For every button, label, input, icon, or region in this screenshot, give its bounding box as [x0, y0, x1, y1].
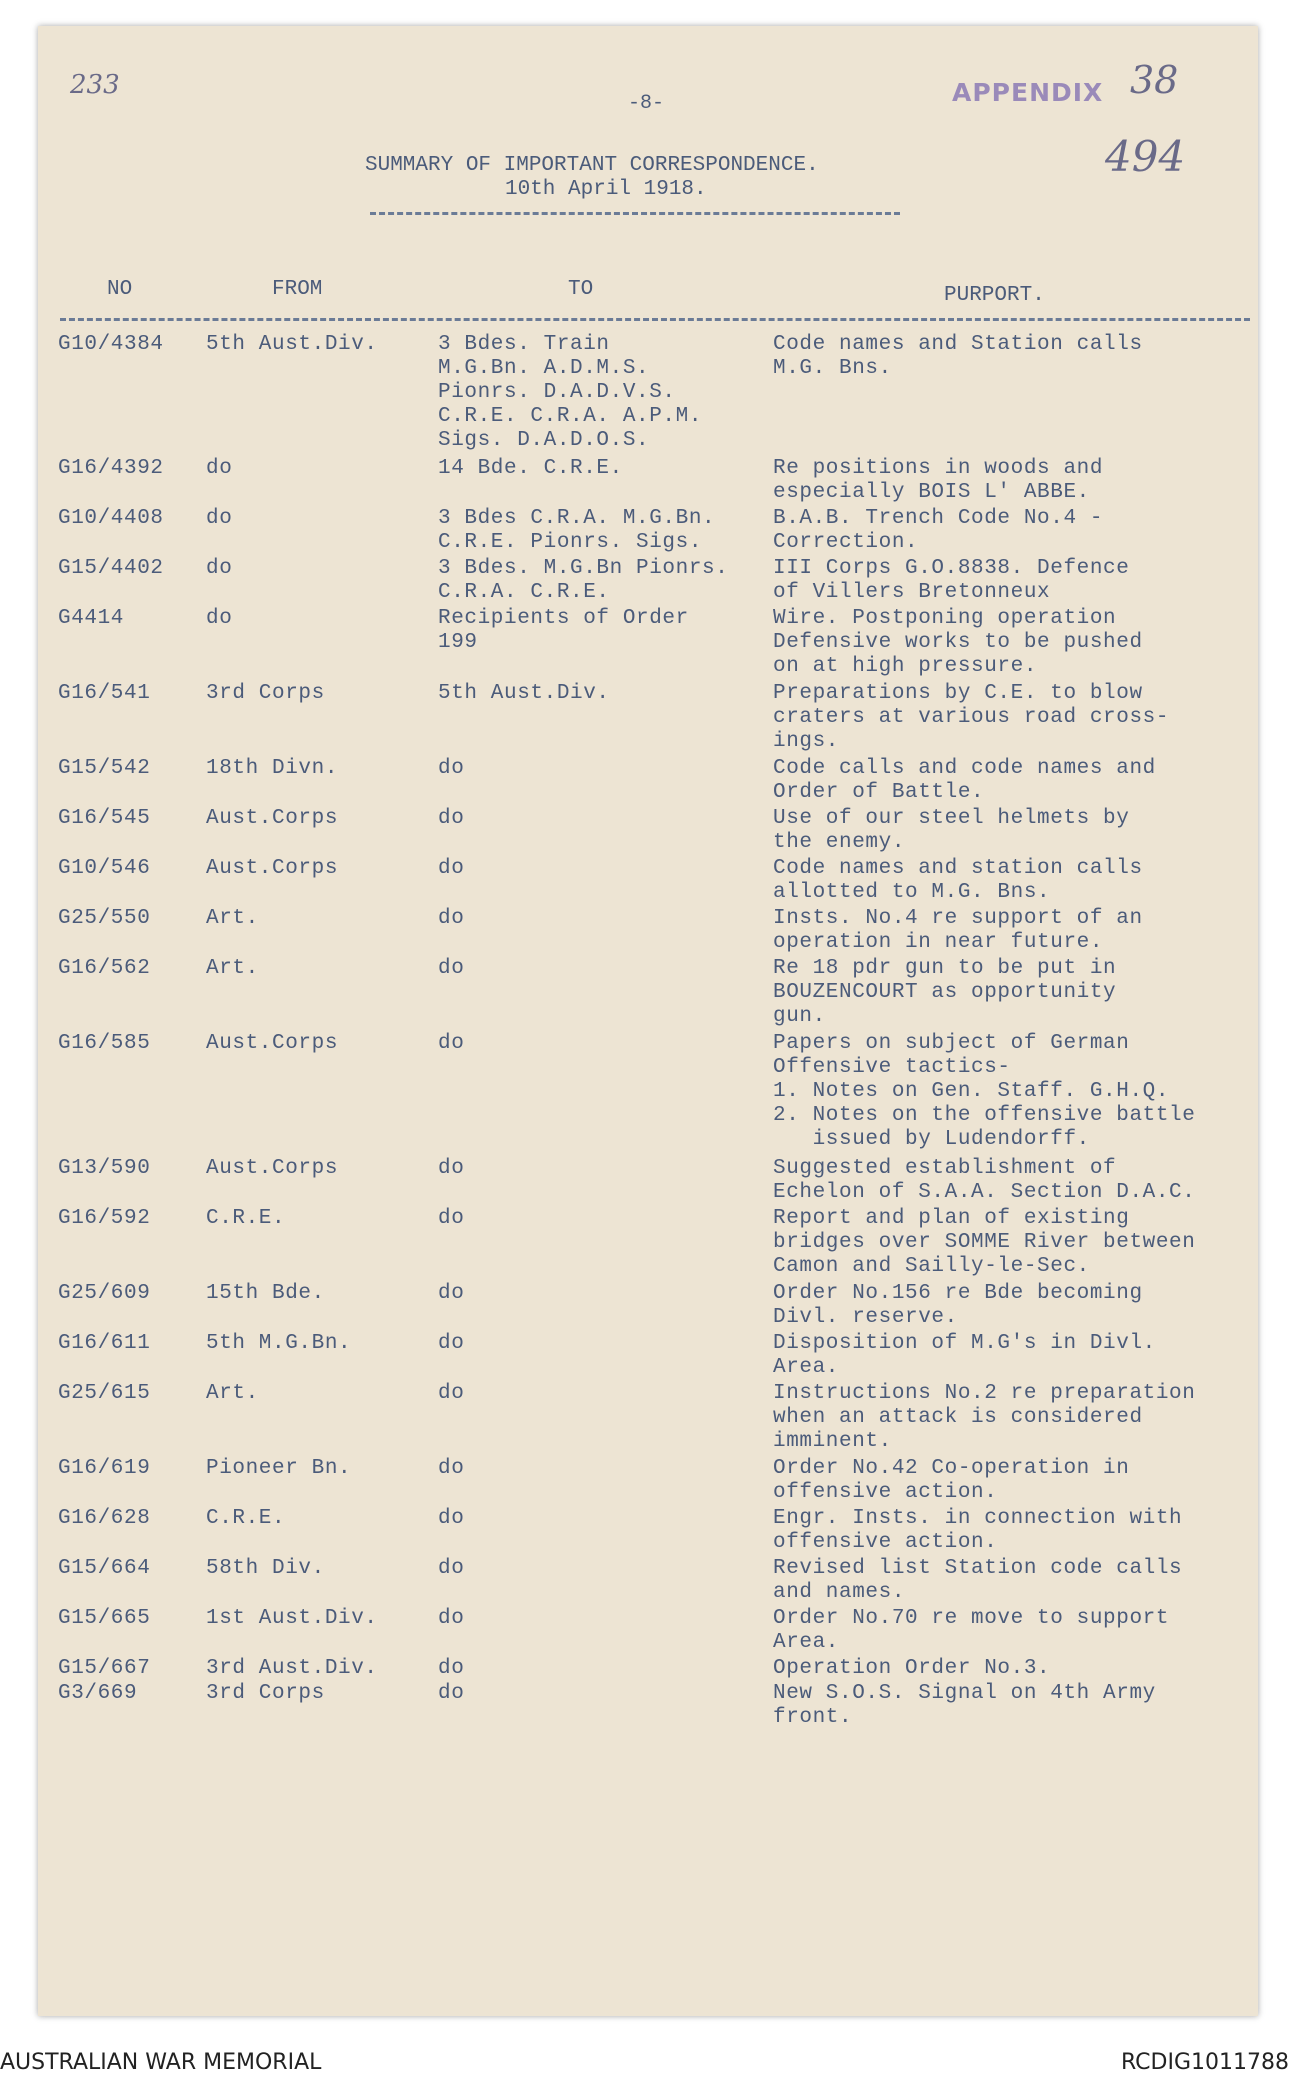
row-purport-line: Order No.70 re move to support — [773, 1607, 1170, 1630]
row-number: G16/545 — [58, 807, 151, 830]
row-purport-line: Wire. Postponing operation — [773, 607, 1117, 630]
row-to-line: 3 Bdes. Train — [438, 333, 610, 356]
row-to-line: do — [438, 1607, 465, 1630]
row-purport-line: Camon and Sailly-le-Sec. — [773, 1255, 1090, 1278]
row-from: 15th Bde. — [206, 1282, 325, 1305]
row-purport — [773, 682, 1169, 754]
row-purport — [773, 1557, 1182, 1605]
row-purport-line: issued by Ludendorff. — [773, 1128, 1090, 1151]
row-from: 18th Divn. — [206, 757, 339, 780]
row-to-line: do — [438, 1382, 465, 1405]
row-purport-line: craters at various road cross- — [773, 706, 1170, 729]
row-to-line: do — [438, 1032, 465, 1055]
row-to-line: 199 — [438, 631, 478, 654]
row-to — [438, 557, 728, 605]
row-purport-line: Correction. — [773, 531, 919, 554]
row-to-line: do — [438, 1507, 465, 1530]
row-to-line: do — [438, 1157, 465, 1180]
row-from: Pioneer Bn. — [206, 1457, 352, 1480]
row-number: G15/664 — [58, 1557, 151, 1580]
row-number: G16/628 — [58, 1507, 151, 1530]
row-from: Aust.Corps — [206, 857, 339, 880]
row-from: Aust.Corps — [206, 807, 339, 830]
row-purport-line: Report and plan of existing — [773, 1207, 1130, 1230]
row-purport-line: Order No.42 Co-operation in — [773, 1457, 1130, 1480]
row-number: G4414 — [58, 607, 125, 630]
row-to-line: Recipients of Order — [438, 607, 689, 630]
row-purport-line: Re positions in woods and — [773, 457, 1104, 480]
row-number: G10/4408 — [58, 507, 164, 530]
row-purport-line: Re 18 pdr gun to be put in — [773, 957, 1117, 980]
row-purport-line: Use of our steel helmets by — [773, 807, 1130, 830]
row-from: C.R.E. — [206, 1507, 286, 1530]
row-purport — [773, 1657, 1050, 1681]
row-to — [438, 757, 464, 781]
title-underline — [370, 212, 900, 215]
row-purport-line: BOUZENCOURT as opportunity — [773, 981, 1117, 1004]
row-purport-line: Insts. No.4 re support of an — [773, 907, 1143, 930]
row-purport-line: Offensive tactics- — [773, 1056, 1011, 1079]
row-purport-line: the enemy. — [773, 831, 906, 854]
row-to — [438, 1032, 464, 1056]
row-purport — [773, 1332, 1156, 1380]
row-purport-line: Disposition of M.G's in Divl. — [773, 1332, 1156, 1355]
row-number: G10/546 — [58, 857, 151, 880]
row-purport-line: B.A.B. Trench Code No.4 - — [773, 507, 1104, 530]
row-purport-line: front. — [773, 1706, 853, 1729]
row-purport-line: Revised list Station code calls — [773, 1557, 1183, 1580]
row-purport-line: Divl. reserve. — [773, 1306, 958, 1329]
row-purport-line: Code names and station calls — [773, 857, 1143, 880]
row-to-line: C.R.E. Pionrs. Sigs. — [438, 531, 703, 554]
row-from: do — [206, 607, 233, 630]
row-purport — [773, 907, 1143, 955]
row-from: 5th M.G.Bn. — [206, 1332, 352, 1355]
row-from: 1st Aust.Div. — [206, 1607, 378, 1630]
row-purport — [773, 1507, 1182, 1555]
row-to-line: do — [438, 857, 465, 880]
column-header-purport: PURPORT. — [944, 284, 1045, 307]
row-from: do — [206, 557, 233, 580]
row-to — [438, 1282, 464, 1306]
row-purport-line: Suggested establishment of — [773, 1157, 1117, 1180]
row-to — [438, 1657, 464, 1681]
row-purport — [773, 557, 1129, 605]
footer-institution: AUSTRALIAN WAR MEMORIAL — [0, 2050, 322, 2075]
row-to-line: M.G.Bn. A.D.M.S. — [438, 357, 650, 380]
document-date: 10th April 1918. — [505, 178, 707, 201]
row-purport — [773, 1457, 1129, 1505]
row-from: 58th Div. — [206, 1557, 325, 1580]
row-to — [438, 1607, 464, 1631]
row-to — [438, 907, 464, 931]
row-purport-line: Papers on subject of German — [773, 1032, 1130, 1055]
row-to — [438, 807, 464, 831]
row-from: do — [206, 507, 233, 530]
row-purport-line: 1. Notes on Gen. Staff. G.H.Q. — [773, 1080, 1170, 1103]
row-from: do — [206, 457, 233, 480]
row-purport — [773, 457, 1103, 505]
row-purport-line: 2. Notes on the offensive battle — [773, 1104, 1196, 1127]
row-purport-line: Preparations by C.E. to blow — [773, 682, 1143, 705]
row-to — [438, 1207, 464, 1231]
row-purport-line: offensive action. — [773, 1481, 998, 1504]
row-from: Aust.Corps — [206, 1032, 339, 1055]
row-number: G16/611 — [58, 1332, 151, 1355]
row-purport — [773, 1607, 1169, 1655]
column-header-to: TO — [568, 278, 594, 301]
row-to — [438, 682, 610, 706]
header-rule — [60, 318, 1250, 321]
row-to — [438, 457, 623, 481]
row-to-line: 3 Bdes C.R.A. M.G.Bn. — [438, 507, 716, 530]
row-to — [438, 1682, 464, 1706]
row-purport — [773, 757, 1156, 805]
row-purport — [773, 1157, 1195, 1205]
row-purport-line: allotted to M.G. Bns. — [773, 881, 1051, 904]
row-number: G16/585 — [58, 1032, 151, 1055]
row-purport — [773, 957, 1116, 1029]
row-number: G15/667 — [58, 1657, 151, 1680]
row-number: G3/669 — [58, 1682, 138, 1705]
row-number: G16/4392 — [58, 457, 164, 480]
row-to — [438, 1382, 464, 1406]
row-to — [438, 607, 689, 655]
row-number: G13/590 — [58, 1157, 151, 1180]
row-purport-line: III Corps G.O.8838. Defence — [773, 557, 1130, 580]
row-purport-line: Operation Order No.3. — [773, 1657, 1051, 1680]
row-number: G25/609 — [58, 1282, 151, 1305]
row-from: Art. — [206, 1382, 259, 1405]
row-to-line: do — [438, 1457, 465, 1480]
row-purport — [773, 1382, 1195, 1454]
footer-record-id: RCDIG1011788 — [1120, 2050, 1289, 2075]
row-to-line: do — [438, 1207, 465, 1230]
row-number: G25/615 — [58, 1382, 151, 1405]
row-to-line: do — [438, 957, 465, 980]
row-from: C.R.E. — [206, 1207, 286, 1230]
row-from: 5th Aust.Div. — [206, 333, 378, 356]
row-number: G16/592 — [58, 1207, 151, 1230]
row-to-line: Pionrs. D.A.D.V.S. — [438, 381, 676, 404]
row-number: G15/665 — [58, 1607, 151, 1630]
row-to-line: do — [438, 1332, 465, 1355]
row-purport-line: when an attack is considered — [773, 1406, 1143, 1429]
row-purport-line: imminent. — [773, 1430, 892, 1453]
row-to-line: do — [438, 807, 465, 830]
appendix-stamp: APPENDIX — [952, 78, 1104, 107]
row-number: G16/541 — [58, 682, 151, 705]
row-to — [438, 1332, 464, 1356]
row-to — [438, 1557, 464, 1581]
row-from: Art. — [206, 907, 259, 930]
row-purport-line: on at high pressure. — [773, 655, 1038, 678]
row-purport-line: M.G. Bns. — [773, 357, 892, 380]
row-to-line: Sigs. D.A.D.O.S. — [438, 429, 650, 452]
row-purport-line: Area. — [773, 1356, 840, 1379]
row-purport-line: and names. — [773, 1581, 906, 1604]
row-purport-line: gun. — [773, 1005, 826, 1028]
row-to-line: 5th Aust.Div. — [438, 682, 610, 705]
row-purport-line: Area. — [773, 1631, 840, 1654]
row-number: G16/562 — [58, 957, 151, 980]
row-number: G25/550 — [58, 907, 151, 930]
column-header-from: FROM — [272, 278, 323, 301]
row-to-line: do — [438, 1557, 465, 1580]
row-to — [438, 1457, 464, 1481]
row-to-line: do — [438, 907, 465, 930]
row-purport-line: Order of Battle. — [773, 781, 985, 804]
row-to — [438, 957, 464, 981]
row-to-line: do — [438, 757, 465, 780]
row-from: 3rd Aust.Div. — [206, 1657, 378, 1680]
row-purport-line: operation in near future. — [773, 931, 1104, 954]
folio-number: 233 — [70, 70, 120, 100]
row-purport — [773, 507, 1103, 555]
row-purport — [773, 333, 1143, 381]
row-purport-line: Instructions No.2 re preparation — [773, 1382, 1196, 1405]
appendix-number: 38 — [1130, 58, 1179, 102]
row-to-line: 14 Bde. C.R.E. — [438, 457, 623, 480]
row-to — [438, 333, 702, 453]
row-purport — [773, 807, 1129, 855]
row-purport-line: Defensive works to be pushed — [773, 631, 1143, 654]
row-purport — [773, 607, 1143, 679]
page-number: 494 — [1105, 132, 1186, 181]
row-purport-line: Code names and Station calls — [773, 333, 1143, 356]
row-from: 3rd Corps — [206, 1682, 325, 1705]
row-purport-line: bridges over SOMME River between — [773, 1231, 1196, 1254]
row-to — [438, 1157, 464, 1181]
row-to-line: 3 Bdes. M.G.Bn Pionrs. — [438, 557, 729, 580]
row-from: Art. — [206, 957, 259, 980]
row-purport-line: Order No.156 re Bde becoming — [773, 1282, 1143, 1305]
row-to — [438, 507, 715, 555]
row-purport-line: New S.O.S. Signal on 4th Army — [773, 1682, 1156, 1705]
column-header-no: NO — [107, 278, 133, 301]
row-to-line: do — [438, 1657, 465, 1680]
row-from: 3rd Corps — [206, 682, 325, 705]
row-purport — [773, 1207, 1195, 1279]
row-purport-line: offensive action. — [773, 1531, 998, 1554]
row-purport-line: especially BOIS L' ABBE. — [773, 481, 1090, 504]
row-purport — [773, 1282, 1143, 1330]
document-title: SUMMARY OF IMPORTANT CORRESPONDENCE. — [365, 154, 819, 177]
page-dash-mark: -8- — [628, 92, 665, 115]
row-to-line: C.R.A. C.R.E. — [438, 581, 610, 604]
row-purport-line: ings. — [773, 730, 840, 753]
row-purport-line: of Villers Bretonneux — [773, 581, 1051, 604]
row-purport-line: Echelon of S.A.A. Section D.A.C. — [773, 1181, 1196, 1204]
row-to-line: do — [438, 1682, 465, 1705]
row-purport — [773, 1682, 1156, 1730]
row-purport — [773, 1032, 1195, 1152]
row-number: G15/542 — [58, 757, 151, 780]
row-to-line: C.R.E. C.R.A. A.P.M. — [438, 405, 703, 428]
row-number: G15/4402 — [58, 557, 164, 580]
row-purport — [773, 857, 1143, 905]
row-purport-line: Engr. Insts. in connection with — [773, 1507, 1183, 1530]
row-to-line: do — [438, 1282, 465, 1305]
row-purport-line: Code calls and code names and — [773, 757, 1156, 780]
row-from: Aust.Corps — [206, 1157, 339, 1180]
row-to — [438, 857, 464, 881]
row-number: G10/4384 — [58, 333, 164, 356]
row-number: G16/619 — [58, 1457, 151, 1480]
row-to — [438, 1507, 464, 1531]
